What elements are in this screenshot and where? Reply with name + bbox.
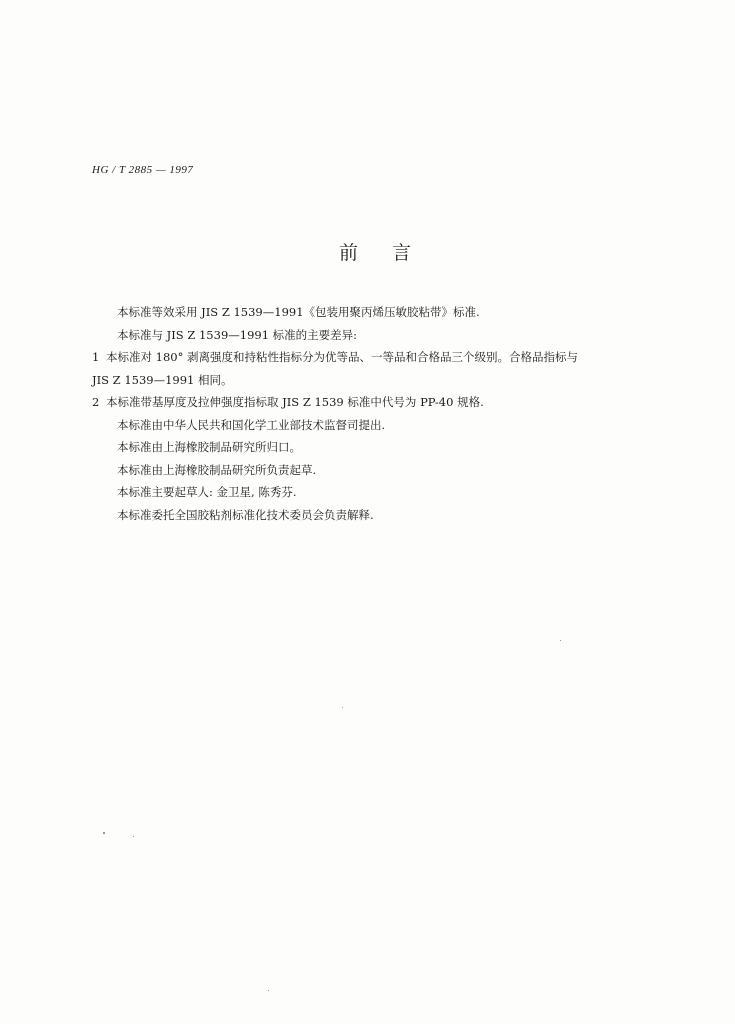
paragraph-drafters: 本标准主要起草人: 金卫星, 陈秀芬.	[117, 485, 297, 499]
page-title	[339, 238, 411, 265]
scan-speck	[103, 832, 105, 834]
title-char-1: 前	[339, 242, 359, 264]
paragraph-interpretation: 本标准委托全国胶粘剂标准化技术委员会负责解释.	[117, 507, 374, 522]
paragraph-drafted-by: 本标准由上海橡胶制品研究所负责起草.	[117, 462, 317, 477]
list-item-2	[92, 391, 682, 414]
list-item-number: 1	[92, 350, 100, 364]
list-item-number: 2	[92, 395, 100, 409]
scan-speck	[268, 990, 269, 991]
foreword-body	[92, 301, 682, 526]
list-item-1	[92, 346, 682, 369]
list-item-1-continued: JIS Z 1539—1991 相同。	[92, 372, 233, 387]
list-item-text: 本标准对 180° 剥离强度和持粘性指标分为优等品、一等品和合格品三个级别。合格品指标与	[106, 350, 579, 364]
scan-speck	[560, 640, 561, 641]
scan-speck	[342, 707, 343, 708]
list-item-text: 本标准带基厚度及拉伸强度指标取 JIS Z 1539 标准中代号为 PP-40 规格.	[106, 395, 484, 409]
scan-speck	[133, 836, 134, 837]
paragraph-equivalence: 本标准等效采用 JIS Z 1539—1991《包装用聚丙烯压敏胶粘带》标准.	[117, 305, 480, 319]
title-char-2: 言	[392, 242, 412, 264]
paragraph-differences: 本标准与 JIS Z 1539—1991 标准的主要差异:	[117, 327, 358, 342]
paragraph-centralized-by: 本标准由上海橡胶制品研究所归口。	[117, 440, 301, 454]
paragraph-proposed-by: 本标准由中华人民共和国化学工业部技术监督司提出.	[117, 417, 386, 432]
standard-code: HG / T 2885 — 1997	[92, 164, 194, 176]
